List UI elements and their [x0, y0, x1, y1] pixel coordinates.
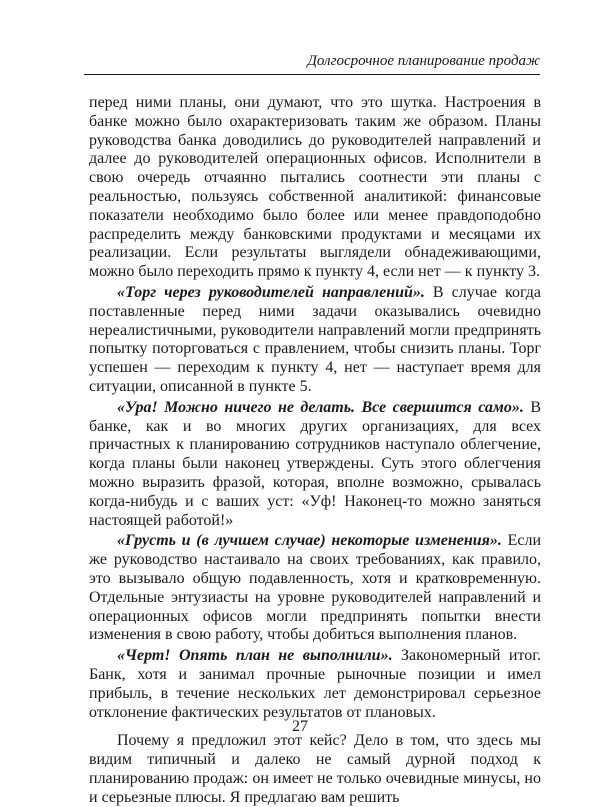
paragraph-5	[89, 647, 541, 722]
page-number: 27	[292, 718, 308, 735]
header-rule	[84, 74, 540, 75]
body-text	[89, 94, 541, 807]
paragraph-5-text: Закономерный итог. Банк, хотя и занимал прочные рыночные позиции и имел прибыль, в течение нескольких лет демонстрировал серьезное отклонение фактических результатов от плановых.	[89, 647, 541, 721]
paragraph-4-text: Если же руководство настаивало на своих требованиях, как правило, это вызывало общую подавленность, хотя и кратковременную. Отдельные энтузиасты на уровне руководителей направлений и операционных офисов могли предпринять попытки внести изменения в свою работу, чтобы добиться выполнения планов.	[89, 532, 542, 644]
paragraph-2	[89, 284, 541, 397]
running-title: Долгосрочное планирование продаж	[307, 53, 540, 69]
paragraph-2-lead: «Торг через руководителей направлений».	[117, 283, 425, 301]
paragraph-1: перед ними планы, они думают, что это шутка. Настроения в банке можно было охарактеризовать таким же образом. Планы руководства банка доводились до руководителей направлений и далее до руководителей операционных офисов. Исполнители в свою очередь отчаянно пытались соотнести эти планы с реальностью, пользуясь собственной аналитикой: финансовые показатели необходимо было более или менее правдоподобно распределить между банковскими продуктами и месяцами их реализации. Если результаты выглядели обнадеживающими, можно было переходить прямо к пункту 4, если нет — к пункту 3.	[89, 94, 541, 281]
paragraph-4-lead: «Грусть и (в лучшем случае) некоторые изменения».	[117, 532, 502, 550]
paragraph-3	[89, 399, 541, 531]
paragraph-2-text: В случае когда поставленные перед ними задачи оказывались очевидно нереалистичными, руководители направлений могли предпринять попытку поторговаться с правлением, чтобы снизить планы. Торг успешен — переходим к пункту 4, нет — наступает время для ситуации, описанной в пункте 5.	[89, 283, 541, 395]
paragraph-3-text: В банке, как и во многих других организациях, для всех причастных к планированию сотрудников наступало облегчение, когда планы были наконец утверждены. Суть этого облегчения можно выразить фразой, которая, вполне возможно, срывалась когда-нибудь и с ваших уст: «Уф! Наконец-то можно заняться настоящей работой!»	[89, 398, 541, 529]
paragraph-4	[89, 532, 541, 645]
paragraph-5-lead: «Черт! Опять план не выполнили».	[117, 647, 393, 665]
running-header	[0, 0, 600, 69]
paragraph-6: Почему я предложил этот кейс? Дело в том, что здесь мы видим типичный и далеко не самый дурной подход к планированию продаж: он имеет не только очевидные минусы, но и серьезные плюсы. Я предлагаю вам решить	[89, 732, 541, 806]
paragraph-3-lead: «Ура! Можно ничего не делать. Все свершится само».	[117, 398, 524, 416]
